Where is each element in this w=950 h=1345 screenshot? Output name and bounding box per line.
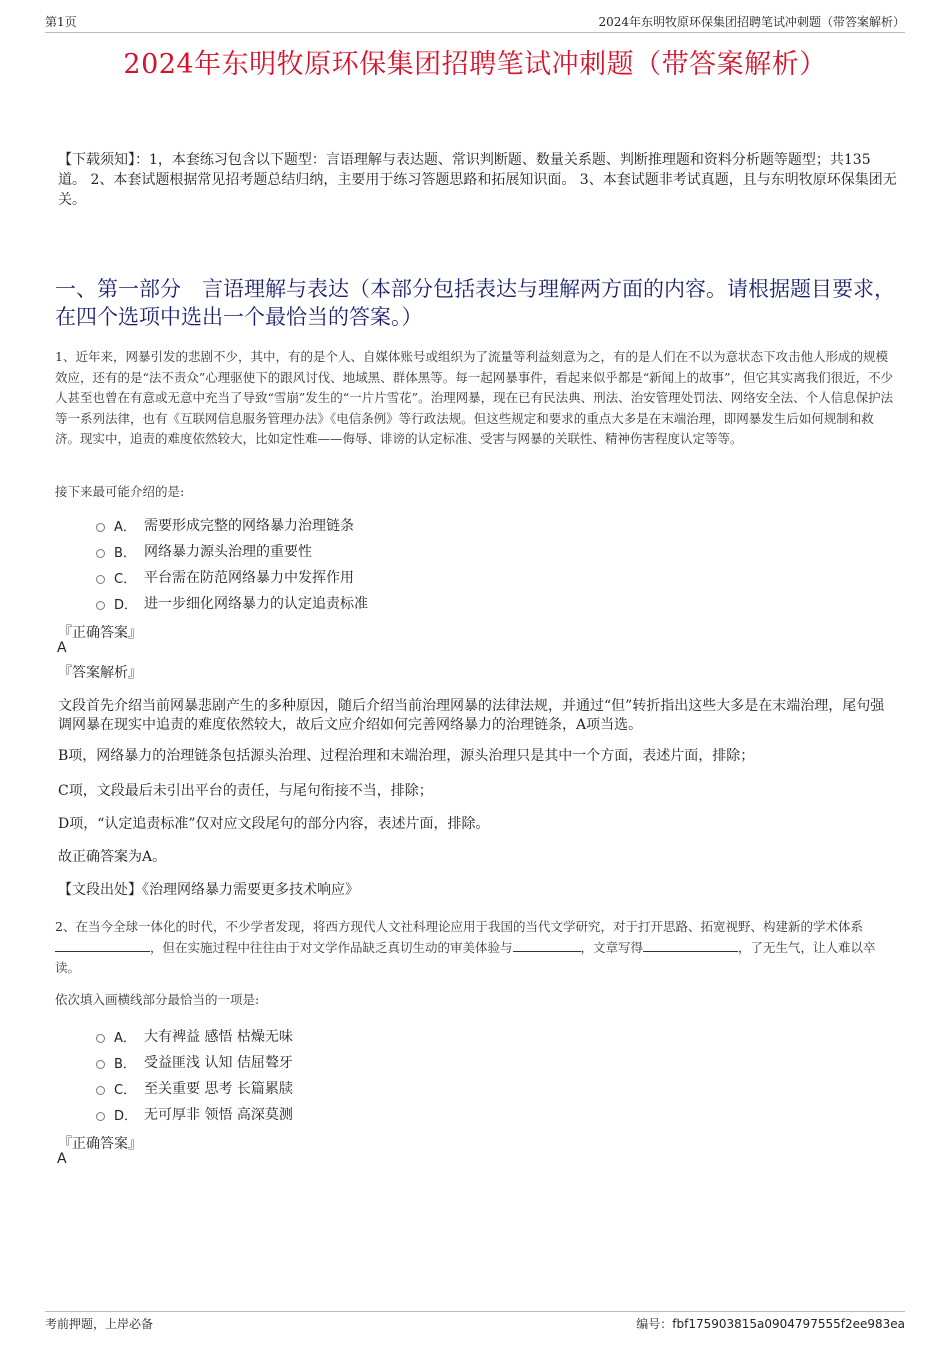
blank-line <box>643 939 738 952</box>
radio-icon[interactable] <box>96 601 105 610</box>
blank-line <box>55 939 150 952</box>
analysis-paragraph: 文段首先介绍当前网暴悲剧产生的多种原因，随后介绍当前治理网暴的法律法规，并通过“但”转折指出这些大多是在末端治理，尾句强调网暴在现实中追责的难度依然较大，故后文应介绍如何完善网络暴力的治理链条，A项当选。 <box>58 698 885 733</box>
question-2-prompt: 依次填入画横线部分最恰当的一项是: <box>55 992 260 1007</box>
question-2-text: 2、在当今全球一体化的时代，不少学者发现，将西方现代人文社科理论应用于我国的当代文学研究，对于打开思路、拓宽视野、构建新的学术体系，但在实施过程中往往由于对文学作品缺乏真切生动的审美体验与 ，文章写得 ，了无生气，让人难以卒读。 <box>55 919 876 975</box>
option-c[interactable]: C． 至关重要 思考 长篇累牍 <box>96 1075 293 1101</box>
option-d[interactable]: D． 进一步细化网络暴力的认定追责标准 <box>96 590 368 616</box>
radio-icon[interactable] <box>96 1034 105 1043</box>
radio-icon[interactable] <box>96 1112 105 1121</box>
option-d[interactable]: D． 无可厚非 领悟 高深莫测 <box>96 1101 293 1127</box>
analysis-paragraph: D项，“认定追责标准”仅对应文段尾句的部分内容，表述片面，排除。 <box>58 816 490 832</box>
option-c[interactable]: C． 平台需在防范网络暴力中发挥作用 <box>96 564 368 590</box>
question-1 <box>55 347 898 450</box>
page-footer <box>45 1311 905 1332</box>
analysis-conclusion: 故正确答案为A。 <box>58 849 167 865</box>
analysis-label: 『答案解析』 <box>58 665 142 681</box>
question-1-text: 1、近年来，网暴引发的悲剧不少，其中，有的是个人、自媒体账号或组织为了流量等利益刻意为之，有的是人们在不以为意状态下攻击他人形成的规模效应，还有的是“法不责众”心理驱使下的跟风讨伐、地域黑、群体黑等。每一起网暴事件，看起来似乎都是“新闻上的故事”，但它其实离我们很近，不少人甚至也曾在有意或无意中充当了导致“雪崩”发生的“一片片雪花”。治理网暴，现在已有民法典、刑法、治安管理处罚法、网络安全法、个人信息保护法等一系列法律，也有《互联网信息服务管理办法》《电信条例》等行政法规。但这些规定和要求的重点大多是在末端治理，即网暴发生后如何规制和救济。现实中，追责的难度依然较大，比如定性难——侮辱、诽谤的认定标准、受害与网暴的关联性、精神伤害程度认定等等。 <box>55 349 894 446</box>
document-id: 编号：fbf175903815a0904797555f2ee983ea <box>636 1317 905 1331</box>
option-a[interactable]: A． 需要形成完整的网络暴力治理链条 <box>96 512 368 538</box>
page-header <box>45 14 905 33</box>
correct-answer-label: 『正确答案』 <box>58 1136 142 1152</box>
option-b[interactable]: B． 网络暴力源头治理的重要性 <box>96 538 368 564</box>
document-title: 2024年东明牧原环保集团招聘笔试冲刺题（带答案解析） <box>123 49 827 80</box>
question-1-prompt: 接下来最可能介绍的是: <box>55 484 185 499</box>
footer-slogan: 考前押题，上岸必备 <box>45 1317 154 1331</box>
source-citation: 【文段出处】《治理网络暴力需要更多技术响应》 <box>58 882 359 898</box>
section-title: 一、第一部分 言语理解与表达（本部分包括表达与理解两方面的内容。请根据题目要求，在四个选项中选出一个最恰当的答案。） <box>55 277 895 329</box>
option-b[interactable]: B． 受益匪浅 认知 佶屈聱牙 <box>96 1049 293 1075</box>
page-number: 第1页 <box>45 15 77 29</box>
radio-icon[interactable] <box>96 575 105 584</box>
header-doc-title: 2024年东明牧原环保集团招聘笔试冲刺题（带答案解析） <box>598 15 905 29</box>
option-a[interactable]: A． 大有裨益 感悟 枯燥无味 <box>96 1023 293 1049</box>
question-1-options <box>96 512 368 616</box>
analysis-paragraph: C项，文段最后未引出平台的责任，与尾句衔接不当，排除； <box>58 783 433 799</box>
download-notice: 【下载须知】：1，本套练习包含以下题型：言语理解与表达题、常识判断题、数量关系题、判断推理题和资料分析题等题型；共135道。 2、本套试题根据常见招考题总结归纳，主要用于练习答题思路和拓展知识面。 3、本套试题非考试真题，且与东明牧原环保集团无关。 <box>58 152 897 208</box>
question-2 <box>55 917 898 979</box>
correct-answer-label: 『正确答案』 <box>58 625 142 641</box>
radio-icon[interactable] <box>96 523 105 532</box>
radio-icon[interactable] <box>96 1060 105 1069</box>
analysis-paragraph: B项，网络暴力的治理链条包括源头治理、过程治理和末端治理，源头治理只是其中一个方面，表述片面，排除； <box>58 748 755 764</box>
question-2-options <box>96 1023 293 1127</box>
radio-icon[interactable] <box>96 1086 105 1095</box>
radio-icon[interactable] <box>96 549 105 558</box>
correct-answer: A <box>57 1151 67 1167</box>
blank-line <box>513 939 581 952</box>
correct-answer: A <box>57 640 67 656</box>
